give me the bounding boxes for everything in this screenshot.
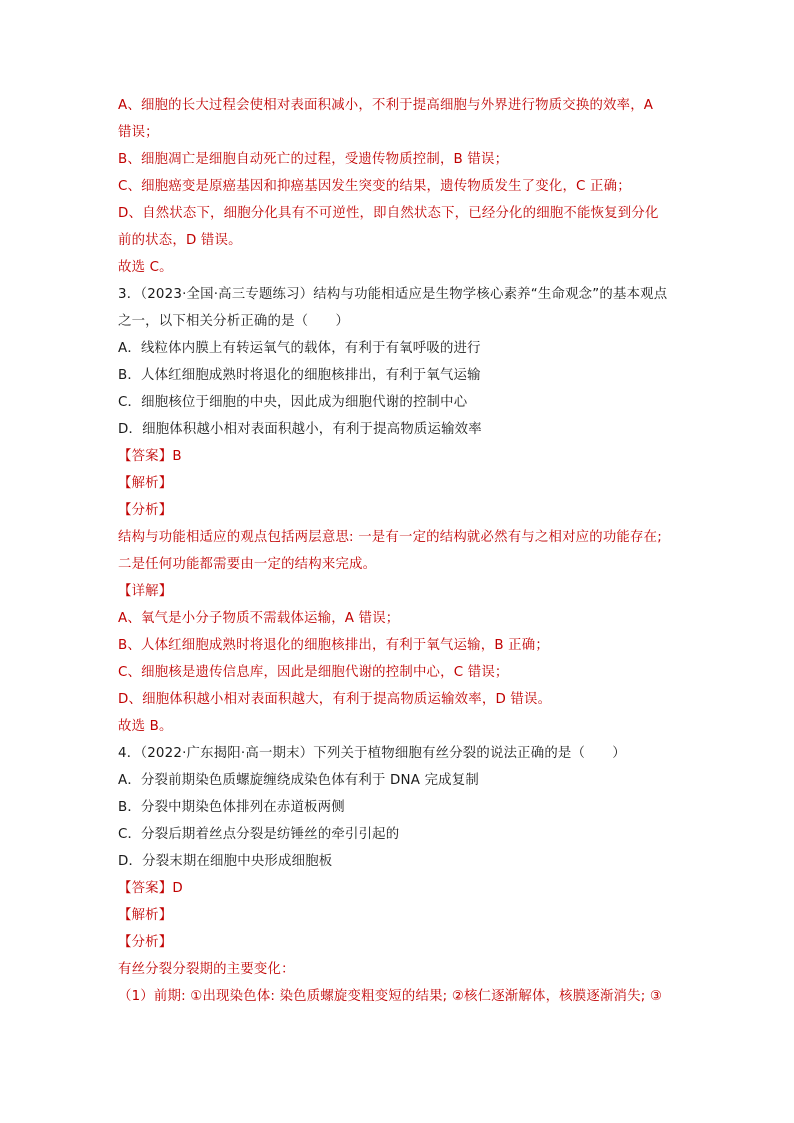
text-line: 4．（2022·广东揭阳·高一期末）下列关于植物细胞有丝分裂的说法正确的是（ ） bbox=[118, 746, 626, 761]
text-line: 有丝分裂分裂期的主要变化： bbox=[118, 962, 295, 977]
text-line: （1）前期: ①出现染色体: 染色质螺旋变粗变短的结果; ②核仁逐渐解体，核膜逐渐消失; ③ bbox=[118, 989, 663, 1004]
text-line: 故选 B。 bbox=[118, 719, 173, 734]
text-line: 前的状态，D 错误。 bbox=[118, 233, 242, 248]
text-line: 二是任何功能都需要由一定的结构来完成。 bbox=[118, 557, 377, 572]
text-line: D、细胞体积越小相对表面积越大，有利于提高物质运输效率，D 错误。 bbox=[118, 692, 552, 707]
text-line: 结构与功能相适应的观点包括两层意思: 一是有一定的结构就必然有与之相对应的功能存在; bbox=[118, 530, 662, 545]
text-line: 【答案】B bbox=[118, 449, 182, 464]
text-line: 之一，以下相关分析正确的是（ ） bbox=[118, 314, 350, 329]
text-line: 【分析】 bbox=[118, 935, 173, 950]
text-line: C、细胞癌变是原癌基因和抑癌基因发生突变的结果，遗传物质发生了变化，C 正确； bbox=[118, 179, 631, 194]
text-line: B．分裂中期染色体排列在赤道板两侧 bbox=[118, 800, 345, 815]
text-line: 【答案】D bbox=[118, 881, 183, 896]
text-line: A、细胞的长大过程会使相对表面积减小，不利于提高细胞与外界进行物质交换的效率，A bbox=[118, 98, 654, 113]
text-line: D、自然状态下，细胞分化具有不可逆性，即自然状态下，已经分化的细胞不能恢复到分化 bbox=[118, 206, 659, 221]
text-line: C．分裂后期着丝点分裂是纺锤丝的牵引引起的 bbox=[118, 827, 400, 842]
text-line: 【解析】 bbox=[118, 908, 173, 923]
text-line: B、细胞凋亡是细胞自动死亡的过程，受遗传物质控制，B 错误； bbox=[118, 152, 509, 167]
text-line: D．细胞体积越小相对表面积越小，有利于提高物质运输效率 bbox=[118, 422, 482, 437]
document-body bbox=[118, 92, 688, 1010]
text-line: 错误； bbox=[118, 125, 159, 140]
text-line: A．分裂前期染色质螺旋缠绕成染色体有利于 DNA 完成复制 bbox=[118, 773, 479, 788]
text-line: 【详解】 bbox=[118, 584, 173, 599]
text-line: B、人体红细胞成熟时将退化的细胞核排出，有利于氧气运输，B 正确； bbox=[118, 638, 549, 653]
text-line: D．分裂末期在细胞中央形成细胞板 bbox=[118, 854, 333, 869]
text-line: C、细胞核是遗传信息库，因此是细胞代谢的控制中心，C 错误； bbox=[118, 665, 509, 680]
text-line: 【解析】 bbox=[118, 476, 173, 491]
text-line: C．细胞核位于细胞的中央，因此成为细胞代谢的控制中心 bbox=[118, 395, 468, 410]
text-line: A．线粒体内膜上有转运氧气的载体，有利于有氧呼吸的进行 bbox=[118, 341, 481, 356]
text-line: A、氧气是小分子物质不需载体运输，A 错误； bbox=[118, 611, 400, 626]
text-line: B．人体红细胞成熟时将退化的细胞核排出，有利于氧气运输 bbox=[118, 368, 481, 383]
text-line: 故选 C。 bbox=[118, 260, 173, 275]
text-line: 【分析】 bbox=[118, 503, 173, 518]
text-line: 3．（2023·全国·高三专题练习）结构与功能相适应是生物学核心素养“生命观念”的基本观点 bbox=[118, 287, 668, 302]
